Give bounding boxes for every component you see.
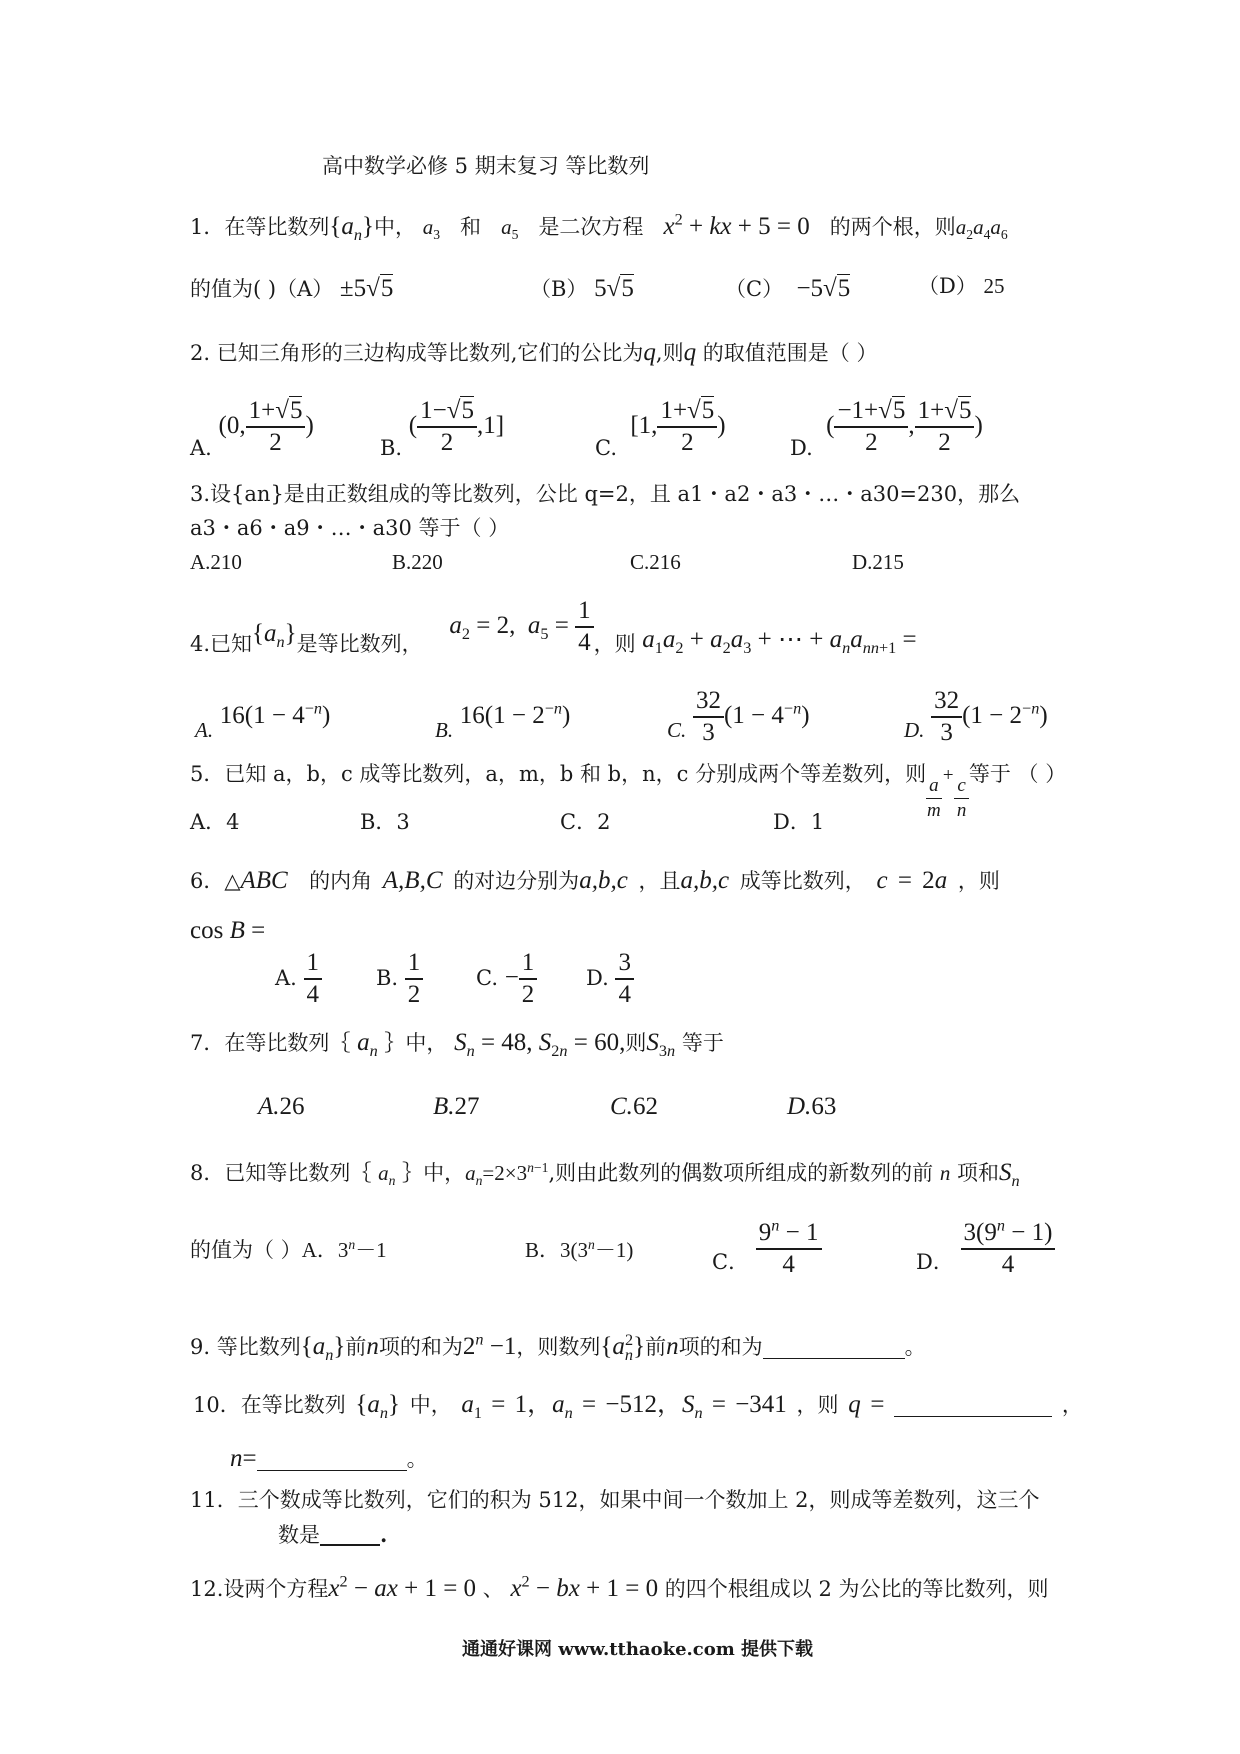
question-6-line-1: 6．△ABC 的内角 A,B,C 的对边分别为a,b,c ，且a,b,c 成等比数列， c = 2a ，则 [190, 867, 1000, 894]
question-8-line-2: 的值为（ ）A．$3^n-1$ [190, 1237, 387, 1262]
question-8-option-d: D． $\frac{3(9^n - 1)}{4}$ [916, 1220, 1055, 1279]
question-3-line-2: a3・a6・a9・…・a30 等于（ ） [190, 516, 510, 540]
question-1-option-d: （D） 25 [918, 274, 1005, 298]
question-1-line-2: 的值为( )（A） ±5√5 [190, 275, 394, 302]
question-1-option-b: （B） 5√5 [530, 275, 634, 302]
question-3-option-c: C.216 [630, 550, 681, 574]
question-11-line-2: 数是 . [278, 1522, 388, 1547]
page-footer: 通通好课网 www.tthaoke.com 提供下载 [462, 1639, 814, 1660]
question-2-options: A. (0, $\frac{1+√5}{2}$ )B. ( $\frac{1-√5}{2}$ ,1]C. [1, $\frac{1+√5}{2}$ )D. ( $\frac{-1+√5}{2}$ , $\frac{1+√5}{2}$ ) [190, 397, 983, 460]
question-3-option-b: B.220 [392, 550, 443, 574]
question-6-line-2: cos B = [190, 917, 266, 944]
question-10-line-1: 10．在等比数列 $\{a_n\}$ 中， $a_1 = 1$，$a_n = -512$，$S_n = -341$ ，则 q = ， [193, 1391, 1083, 1422]
question-5-line: 5．已知 a，b，c 成等比数列，a，m，b 和 b，n，c 分别成两个等差数列，则 $\frac{a}{m}$ + $\frac{c}{n}$ 等于 （ ） [190, 762, 1067, 821]
math-seq-an: $\{a_n\}$ [329, 213, 374, 244]
question-2-line-1: 2. 已知三角形的三边构成等比数列,它们的公比为q,则q 的取值范围是（ ） [190, 339, 878, 366]
question-1-option-c: （C） −5√5 [725, 275, 851, 302]
question-8-option-c: C． $\frac{9^n - 1}{4}$ [712, 1220, 822, 1279]
question-11-line-1: 11．三个数成等比数列，它们的积为 512，如果中间一个数加上 2，则成等差数列，这三个 [190, 1488, 1040, 1512]
question-3-option-a: A.210 [190, 550, 242, 574]
question-9-line: 9. 等比数列$\{a_n\}$前n项的和为$2^n -1$，则数列$\{a_n^2\}$前n项的和为 。 [190, 1330, 926, 1364]
question-3-line-1: 3.设{an}是由正数组成的等比数列，公比 q=2，且 a1・a2・a3・…・a30=230，那么 [190, 482, 1021, 506]
question-5-option-d: D．1 [773, 810, 825, 834]
question-7-option-d: D.63 [787, 1093, 837, 1120]
question-6-options: A. $\frac{1}{4}$ B. $\frac{1}{2}$ C. − $\frac{1}{2}$ D. $\frac{3}{4}$ [275, 950, 634, 1009]
page-title: 高中数学必修 5 期末复习 等比数列 [322, 154, 650, 178]
question-7-option-c: C.62 [610, 1093, 658, 1120]
question-7-line: 7．在等比数列｛ $a_n$ ｝中， $S_n = 48$, $S_{2n} = 60$,则$S_{3n}$ 等于 [190, 1029, 724, 1060]
question-7-option-b: B.27 [433, 1093, 480, 1120]
question-7-option-a: A.26 [258, 1093, 305, 1120]
math-equation: $x^2$ + kx + 5 = 0 [663, 210, 810, 240]
question-5-option-c: C．2 [560, 810, 611, 834]
question-3-option-d: D.215 [852, 550, 904, 574]
question-12-line: 12.设两个方程$x^2$ − ax + 1 = 0 、 $x^2$ − bx + 1 = 0 的四个根组成以 2 为公比的等比数列，则 [190, 1572, 1049, 1602]
question-8-line-1: 8．已知等比数列｛ $a_n$ ｝中，$a_n=2\times 3^{n-1}$,则由此数列的偶数项所组成的新数列的前 n 项和$S_n$ [190, 1159, 1020, 1190]
question-10-line-2: n= 。 [230, 1445, 428, 1472]
question-8-option-b: B．$3(3^n-1)$ [525, 1237, 634, 1262]
question-5-option-a: A．4 [190, 810, 240, 834]
question-1-line-1: 1．在等比数列$\{a_n\}$中， $a_3$ 和 $a_5$ 是二次方程 $x^2$ + kx + 5 = 0 的两个根，则$a_2a_4a_6$ [190, 210, 1008, 244]
question-4-options: A. $16(1 - 4^{-n})B$. $16(1 - 2^{-n})C$. $\frac{32}{3}$ $(1 - 4^{-n})D$. $\frac{32}{3}$ $(1 - 2^{-n})$ [195, 687, 1048, 747]
question-5-option-b: B．3 [360, 810, 410, 834]
question-4-line: 4.已知$\{a_n\}$是等比数列， $a_2 = 2$, $a_5$ = $\frac{1}{4}$ ，则 $a_1a_2 + a_2a_3$ + ⋯ + $a_na_{nn+1}$ = [190, 597, 917, 657]
